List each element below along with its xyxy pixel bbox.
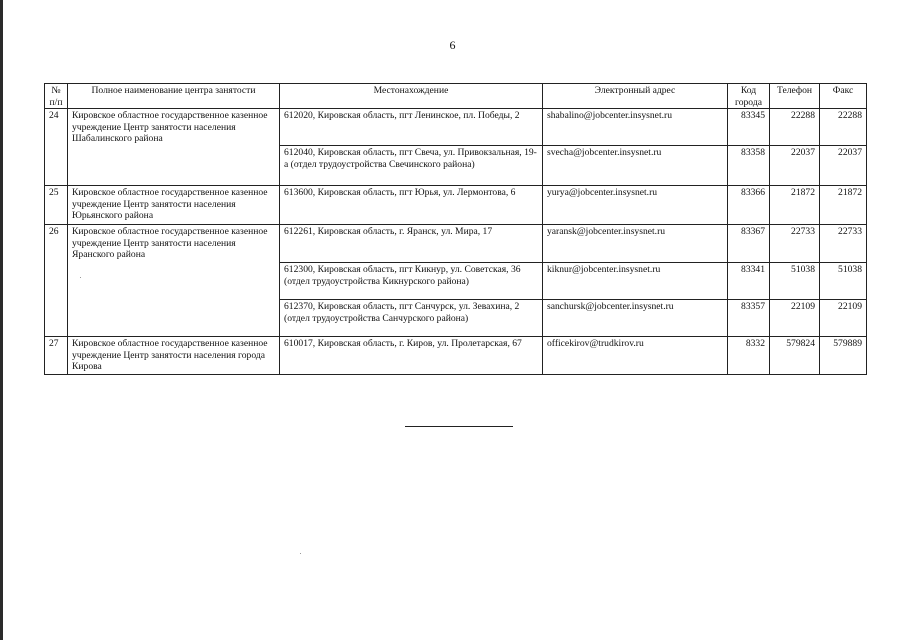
center-name: Кировское областное государственное казенное учреждение Центр занятости населения Юрьянского района [68, 186, 280, 225]
scan-left-edge [0, 0, 3, 640]
row-num: 27 [45, 337, 68, 375]
table-header-row [45, 84, 867, 109]
office-email: kiknur@jobcenter.insysnet.ru [543, 263, 728, 300]
scan-speck [300, 553, 301, 554]
employment-centers-table [44, 83, 867, 375]
office-location: 612040, Кировская область, пгт Свеча, ул. Привокзальная, 19-а (отдел трудоустройства Свечинского района) [280, 146, 543, 186]
office-code: 83358 [728, 146, 770, 186]
header-fax: Факс [820, 84, 867, 109]
office-email: svecha@jobcenter.insysnet.ru [543, 146, 728, 186]
office-phone: 21872 [770, 186, 820, 225]
office-email: shabalino@jobcenter.insysnet.ru [543, 109, 728, 146]
office-location: 612370, Кировская область, пгт Санчурск, ул. Зевахина, 2 (отдел трудоустройства Санчурского района) [280, 300, 543, 337]
office-email: yurya@jobcenter.insysnet.ru [543, 186, 728, 225]
office-phone: 22733 [770, 225, 820, 263]
office-phone: 51038 [770, 263, 820, 300]
table-row [45, 109, 867, 146]
table-row [45, 337, 867, 375]
office-code: 83341 [728, 263, 770, 300]
office-fax: 22288 [820, 109, 867, 146]
office-phone: 22037 [770, 146, 820, 186]
office-location: 613600, Кировская область, пгт Юрья, ул. Лермонтова, 6 [280, 186, 543, 225]
center-name: Кировское областное государственное казенное учреждение Центр занятости населения Шабалинского района [68, 109, 280, 186]
office-fax: 51038 [820, 263, 867, 300]
office-fax: 21872 [820, 186, 867, 225]
office-location: 612300, Кировская область, пгт Кикнур, ул. Советская, 36 (отдел трудоустройства Кикнурского района) [280, 263, 543, 300]
office-fax: 579889 [820, 337, 867, 375]
header-email: Электронный адрес [543, 84, 728, 109]
center-name: Кировское областное государственное казенное учреждение Центр занятости населения города Кирова [68, 337, 280, 375]
office-code: 83367 [728, 225, 770, 263]
header-phone: Телефон [770, 84, 820, 109]
office-phone: 22288 [770, 109, 820, 146]
row-num: 25 [45, 186, 68, 225]
office-location: 610017, Кировская область, г. Киров, ул. Пролетарская, 67 [280, 337, 543, 375]
center-name: Кировское областное государственное казенное учреждение Центр занятости населения Яранского района [68, 225, 280, 337]
office-fax: 22037 [820, 146, 867, 186]
office-fax: 22109 [820, 300, 867, 337]
office-location: 612020, Кировская область, пгт Ленинское, пл. Победы, 2 [280, 109, 543, 146]
office-fax: 22733 [820, 225, 867, 263]
scan-speck [80, 277, 81, 278]
header-name: Полное наименование центра занятости [68, 84, 280, 109]
table-row [45, 186, 867, 225]
row-num: 26 [45, 225, 68, 337]
table-row [45, 225, 867, 263]
office-email: sanchursk@jobcenter.insysnet.ru [543, 300, 728, 337]
office-email: yaransk@jobcenter.insysnet.ru [543, 225, 728, 263]
page-number: 6 [449, 38, 456, 52]
header-code: Код города [728, 84, 770, 109]
end-of-document-rule [405, 426, 513, 427]
header-location: Местонахождение [280, 84, 543, 109]
office-phone: 579824 [770, 337, 820, 375]
office-code: 83366 [728, 186, 770, 225]
office-code: 83345 [728, 109, 770, 146]
office-email: officekirov@trudkirov.ru [543, 337, 728, 375]
office-phone: 22109 [770, 300, 820, 337]
header-num: № п/п [45, 84, 68, 109]
row-num: 24 [45, 109, 68, 186]
office-code: 8332 [728, 337, 770, 375]
office-code: 83357 [728, 300, 770, 337]
office-location: 612261, Кировская область, г. Яранск, ул. Мира, 17 [280, 225, 543, 263]
